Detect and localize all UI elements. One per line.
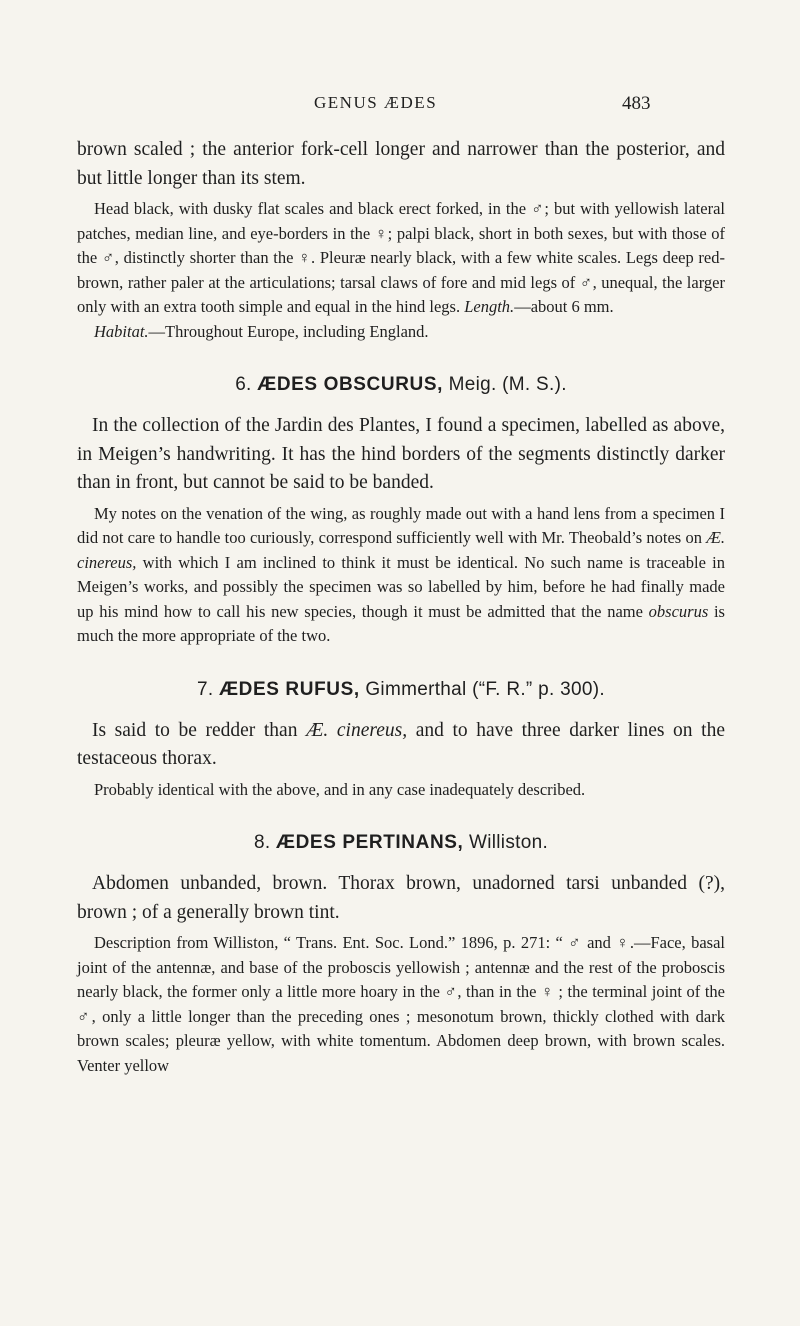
- species-name: ÆDES OBSCURUS,: [257, 374, 443, 395]
- intro-lead-paragraph: brown scaled ; the anterior fork-cell longer and narrower than the posterior, and but little longer than its stem.: [77, 139, 725, 189]
- species-heading-pertinans: [77, 832, 725, 854]
- intro-description: [77, 197, 725, 320]
- pertinans-lead: Abdomen unbanded, brown. Thorax brown, unadorned tarsi unbanded (?), brown ; of a generally brown tint.: [77, 873, 725, 923]
- length-value: —about 6 mm.: [514, 297, 614, 316]
- habitat-label: Habitat.: [94, 321, 149, 341]
- species-heading-obscurus: [77, 374, 725, 396]
- species-number: 8.: [253, 832, 271, 853]
- lead-text: Is said to be redder than: [92, 719, 307, 741]
- obscurus-lead: In the collection of the Jardin des Plantes, I found a specimen, labelled as above, in Meigen’s handwriting. It has the hind borders of the segments distinctly darker than in front, but cannot be said to be banded.: [77, 415, 725, 493]
- habitat-line: [77, 320, 725, 345]
- page-number: 483: [622, 93, 651, 114]
- species-number: 7.: [197, 678, 214, 700]
- rufus-note: Probably identical with the above, and in any case inadequately described.: [94, 779, 586, 799]
- habitat-value: —Throughout Europe, including England.: [148, 321, 429, 341]
- species-name: ÆDES RUFUS,: [219, 678, 360, 700]
- description-text: Head black, with dusky flat scales and black erect forked, in the ♂; but with yellowish lateral patches, median line, and eye-borders in the ♀; palpi black, short in both sexes, but with those of the ♂, distinctly shorter than the ♀. Pleuræ nearly black, with a few white scales. Legs deep red-brown, rather paler at the articulations; tarsal claws of fore and mid legs of ♂, unequal, the larger only with an extra tooth simple and equal in the hind legs.: [77, 199, 725, 316]
- species-name: ÆDES PERTINANS,: [276, 832, 464, 853]
- page-body: [77, 136, 725, 1078]
- species-reference: Æ. cinereus,: [306, 719, 408, 741]
- lead-text: and to have three darker lines on the testaceous thorax.: [77, 719, 725, 769]
- species-reference: Æ. cinereus,: [77, 528, 725, 572]
- rufus-lead: [77, 717, 725, 774]
- length-label: Length.: [464, 297, 515, 316]
- species-number: 6.: [235, 374, 252, 395]
- notes-text: with which I am inclined to think it must be identical. No such name is traceable in Meigen’s works, and possibly the specimen was so labelled by him, before he had finally made up his mind how to call his new species, though it must be admitted that the name: [77, 552, 725, 621]
- pertinans-description: Description from Williston, “ Trans. Ent. Soc. Lond.” 1896, p. 271: “ ♂ and ♀.—Face, basal joint of the antennæ, and base of the proboscis yellowish ; antennæ and the rest of the proboscis nearly black, the former only a little more hoary in the ♂, than in the ♀ ; the terminal joint of the ♂, only a little longer than the preceding ones ; mesonotum brown, thickly clothed with dark brown scales; pleuræ yellow, with white tomentum. Abdomen deep brown, with brown scales. Venter yellow: [77, 933, 725, 1075]
- species-authority: Meig. (M. S.).: [448, 374, 567, 395]
- notes-text: My notes on the venation of the wing, as roughly made out with a hand lens from a specimen I did not care to handle too curiously, correspond sufficiently well with Mr. Theobald’s notes on: [77, 503, 725, 547]
- notes-text: is much the more appropriate of the two.: [77, 601, 725, 645]
- species-authority: Gimmerthal (“F. R.” p. 300).: [365, 678, 605, 700]
- obscurus-notes: [77, 502, 725, 649]
- page-header: [0, 93, 800, 117]
- species-epithet: obscurus: [648, 601, 709, 621]
- species-authority: Williston.: [469, 832, 549, 853]
- running-head: GENUS ÆDES: [314, 93, 438, 112]
- species-heading-rufus: [77, 679, 725, 701]
